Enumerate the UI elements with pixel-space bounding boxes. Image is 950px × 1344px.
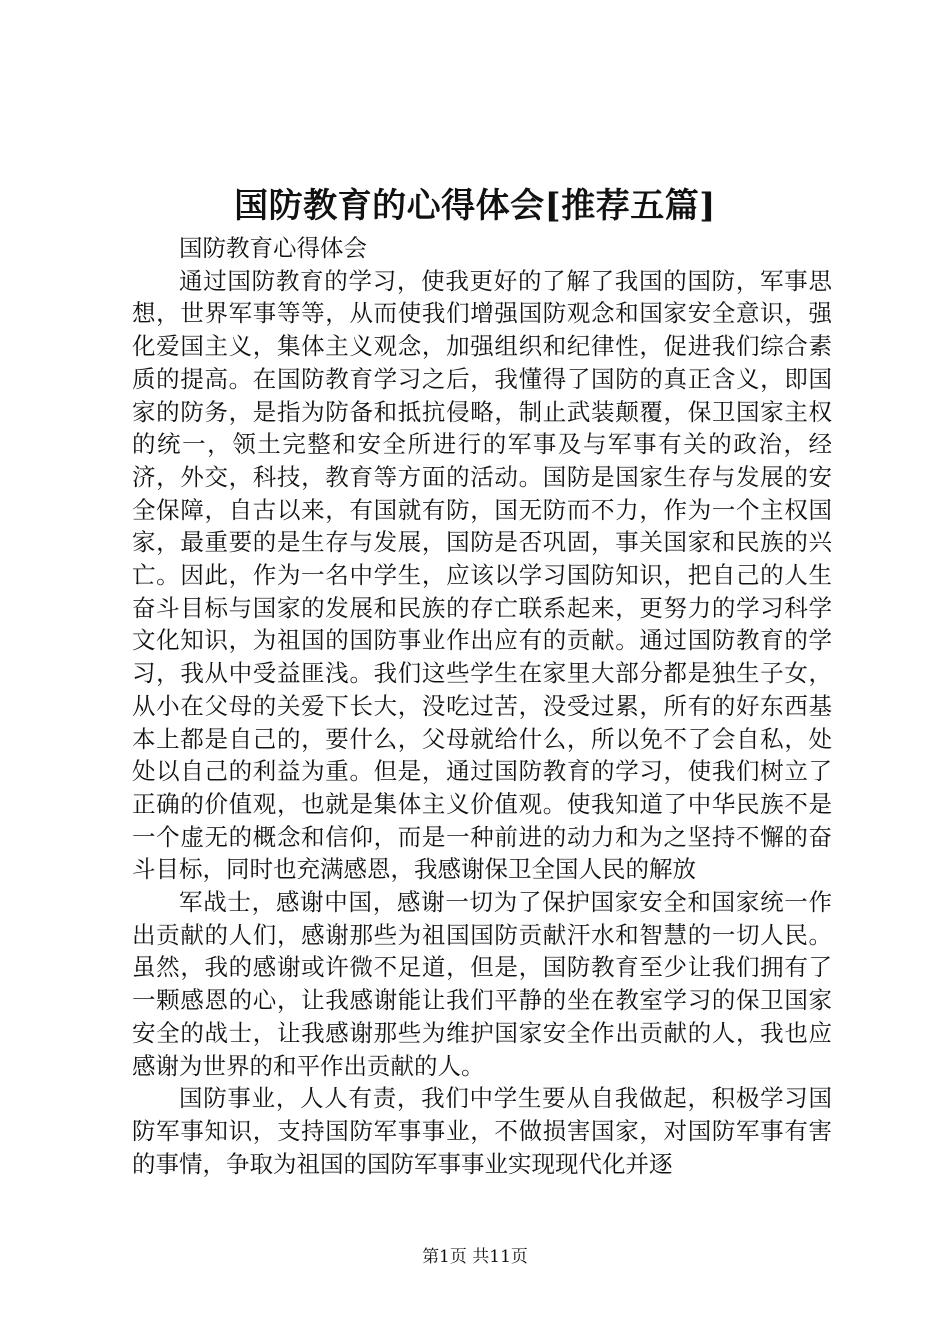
body-paragraph-3: 国防事业，人人有责，我们中学生要从自我做起，积极学习国防军事知识，支持国防军事事业，不做损害国家，对国防军事有害的事情，争取为祖国的国防军事事业实现现代化并逐 [132, 1084, 832, 1178]
subtitle-paragraph: 国防教育心得体会 [179, 234, 367, 262]
document-body [132, 232, 832, 1180]
page-footer: 第1页 共11页 [422, 1247, 528, 1267]
body-paragraph-1: 通过国防教育的学习，使我更好的了解了我国的国防，军事思想，世界军事等等，从而使我们增强国防观念和国家安全意识，强化爱国主义，集体主义观念，加强组织和纪律性，促进我们综合素质的提高。在国防教育学习之后，我懂得了国防的真正含义，即国家的防务，是指为防备和抵抗侵略，制止武装颠覆，保卫国家主权的统一，领土完整和安全所进行的军事及与军事有关的政治，经济，外交，科技，教育等方面的活动。国防是国家生存与发展的安全保障，自古以来，有国就有防，国无防而不力，作为一个主权国家，最重要的是生存与发展，国防是否巩固，事关国家和民族的兴亡。因此，作为一名中学生，应该以学习国防知识，把自己的人生奋斗目标与国家的发展和民族的存亡联系起来，更努力的学习科学文化知识，为祖国的国防事业作出应有的贡献。通过国防教育的学习，我从中受益匪浅。我们这些学生在家里大部分都是独生子女，从小在父母的关爱下长大，没吃过苦，没受过累，所有的好东西基本上都是自己的，要什么，父母就给什么，所以免不了会自私，处处以自己的利益为重。但是，通过国防教育的学习，使我们树立了正确的价值观，也就是集体主义价值观。使我知道了中华民族不是一个虚无的概念和信仰，而是一种前进的动力和为之坚持不懈的奋斗目标，同时也充满感恩，我感谢保卫全国人民的解放 [132, 266, 832, 884]
page-title: 国防教育的心得体会[推荐五篇] [234, 186, 716, 226]
body-paragraph-2: 军战士，感谢中国，感谢一切为了保护国家安全和国家统一作出贡献的人们，感谢那些为祖国国防贡献汗水和智慧的一切人民。虽然，我的感谢或许微不足道，但是，国防教育至少让我们拥有了一颗感恩的心，让我感谢能让我们平静的坐在教室学习的保卫国家安全的战士，让我感谢那些为维护国家安全作出贡献的人，我也应感谢为世界的和平作出贡献的人。 [132, 888, 832, 1080]
